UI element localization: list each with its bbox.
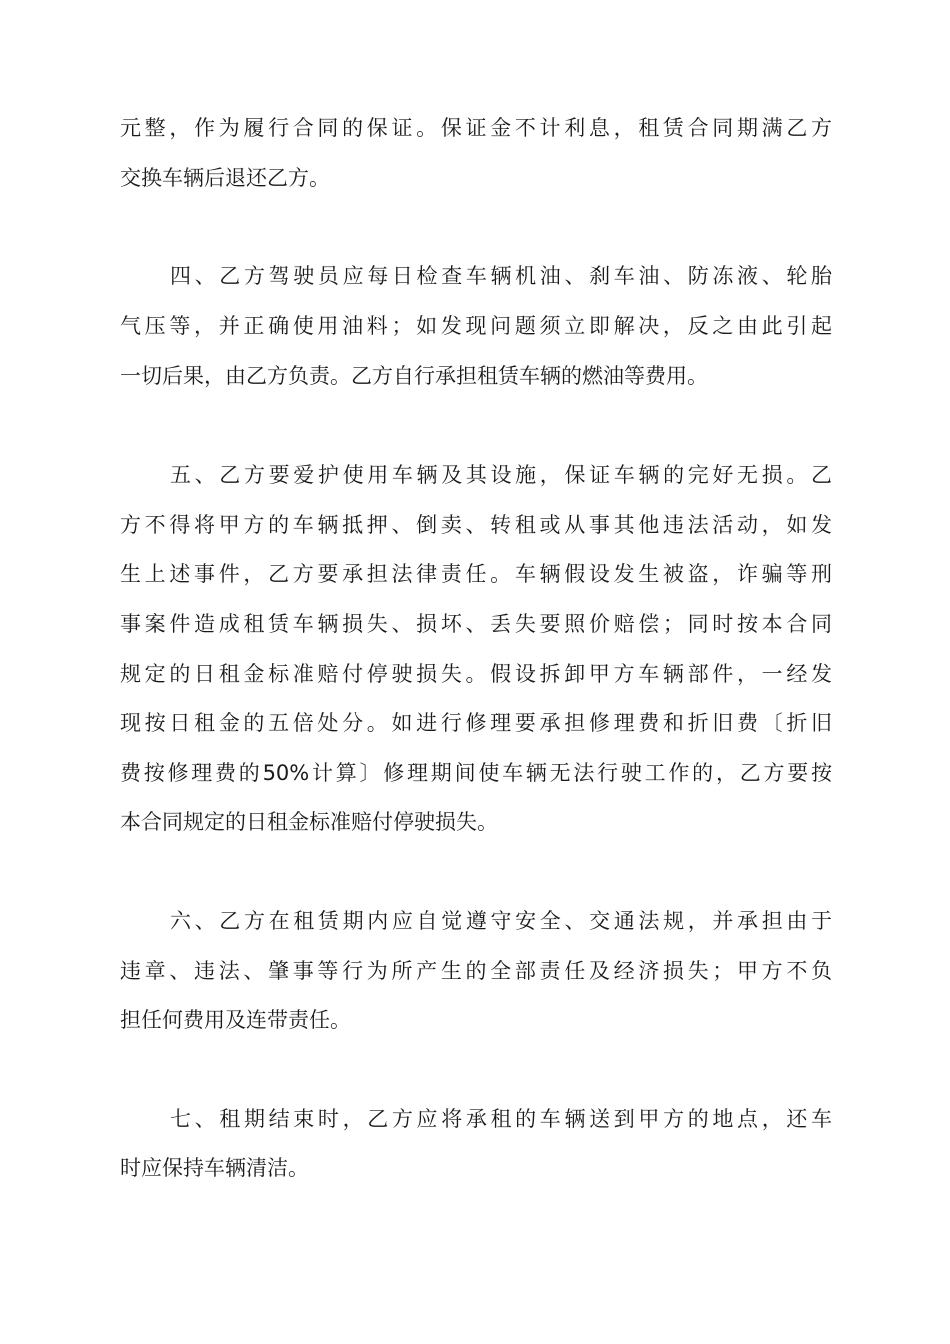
- paragraph-line: 方不得将甲方的车辆抵押、倒卖、转租或从事其他违法活动，如发: [120, 513, 832, 537]
- paragraph-line: 现按日租金的五倍处分。如进行修理要承担修理费和折旧费〔折旧: [120, 711, 832, 735]
- paragraph-line: 元整，作为履行合同的保证。保证金不计利息，租赁合同期满乙方: [120, 116, 832, 140]
- paragraph-line: 生上述事件，乙方要承担法律责任。车辆假设发生被盗，诈骗等刑: [120, 562, 832, 586]
- paragraph-line: 费按修理费的50%计算〕修理期间使车辆无法行驶工作的，乙方要按: [120, 761, 832, 785]
- paragraph-line: 交换车辆后退还乙方。: [120, 166, 330, 190]
- paragraph-line: 六、乙方在租赁期内应自觉遵守安全、交通法规，并承担由于: [170, 909, 832, 933]
- paragraph-line: 规定的日租金标准赔付停驶损失。假设拆卸甲方车辆部件，一经发: [120, 662, 832, 686]
- paragraph-line: 一切后果，由乙方负责。乙方自行承担租赁车辆的燃油等费用。: [120, 364, 708, 388]
- paragraph-line: 气压等，并正确使用油料；如发现问题须立即解决，反之由此引起: [120, 314, 832, 338]
- paragraph-line: 事案件造成租赁车辆损失、损坏、丢失要照价赔偿；同时按本合同: [120, 612, 832, 636]
- paragraph-line: 时应保持车辆清洁。: [120, 1156, 309, 1180]
- paragraph-line: 七、租期结束时，乙方应将承租的车辆送到甲方的地点，还车: [170, 1107, 832, 1131]
- paragraph-line: 四、乙方驾驶员应每日检查车辆机油、刹车油、防冻液、轮胎: [170, 264, 832, 288]
- paragraph-line: 违章、违法、肇事等行为所产生的全部责任及经济损失；甲方不负: [120, 959, 832, 983]
- paragraph-line: 本合同规定的日租金标准赔付停驶损失。: [120, 810, 498, 834]
- paragraph-line: 五、乙方要爱护使用车辆及其设施，保证车辆的完好无损。乙: [170, 463, 832, 487]
- paragraph-line: 担任何费用及连带责任。: [120, 1008, 351, 1032]
